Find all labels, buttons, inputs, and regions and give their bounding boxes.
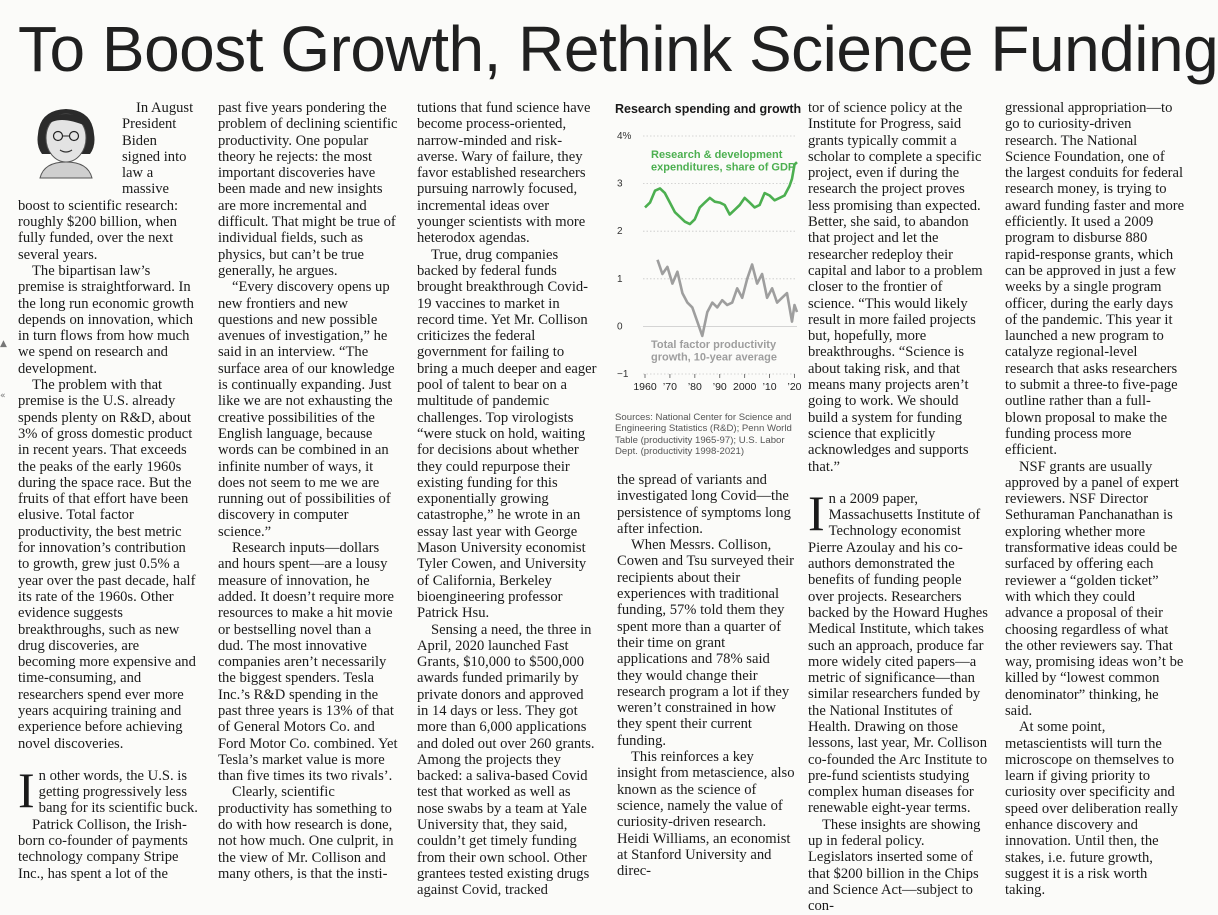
dropcap-paragraph (18, 761, 198, 818)
paragraph: Sensing a need, the three in April, 2020 launched Fast Grants, $10,000 to $500,000 awards funded primarily by private donors and approved in 14 days or less. They got more than 6,000 applications and doled out over 260 grants. Among the projects they backed: a saliva-based Covid test that worked as well as nose swabs by a team at Yale University that, they said, couldn’t get timely funding from their own school. Other grantees tested existing drugs against Covid, tracked (417, 621, 595, 899)
x-tick-label: ’70 (662, 381, 677, 393)
paragraph: At some point, metascientists will turn the microscope on themselves to learn if giving priority to curiosity over specificity and speed over deliberation really enhance discovery and innovation. Until then, the stakes, i.e. future growth, suggest it is a risk worth taking. (1005, 719, 1179, 899)
paragraph: In August President Biden signed into law a massive boost to scientific research: roughly $200 billion, when fully funded, over the next several years. (18, 100, 194, 263)
column-4 (808, 100, 988, 915)
x-tick-label: ’80 (687, 381, 702, 393)
column-2 (218, 100, 398, 882)
paragraph: When Messrs. Collison, Cowen and Tsu surveyed their recipients about their experiences with traditional funding, 57% told them they spent more than a quarter of their time on grant applications and 78% said they would change their research program a lot if they weren’t constrained in how they spent their current funding. (617, 537, 795, 749)
column-1 (18, 100, 198, 882)
paragraph: NSF grants are usually approved by a panel of expert reviewers. NSF Director Sethuraman Panchanathan is exploring whether more transformative ideas could be surfaced by offering each reviewer a “golden ticket” with which they could advance a proposal of their choosing regardless of what the other reviewers say. That way, promising ideas won’t be killed by “lowest common denominator” thinking, he said. (1005, 458, 1184, 719)
x-tick-label: ’10 (762, 381, 777, 393)
series-label: Research & development (651, 149, 783, 161)
paragraph-text: n a 2009 paper, Massachusetts Institute of Technology economist Pierre Azoulay and his co-authors demonstrated the benefits of funding people over projects. Researchers backed by the Howard Hughes Medical Institute, which takes such an approach, produce far more widely cited papers—a metric of significance—than similar researchers funded by the National Institutes of Health. Drawing on those lessons, last year, Mr. Collison co-founded the Arc Institute to pre-fund scientists studying complex human diseases for renewable eight-year terms. (808, 490, 988, 817)
drop-cap: I (18, 761, 35, 818)
x-tick-label: 1960 (633, 381, 657, 393)
paragraph: tor of science policy at the Institute for Progress, said grants typically commit a scholar to complete a specific project, even if during the research the project proves less promising than expected. Better, she said, to abandon that project and let the researcher redeploy their capital and labor to a problem closer to the frontier of science. “This would likely result in more failed projects but, hopefully, more breakthroughs. “Science is about taking risk, and that means many projects aren’t going to work. We should build a system for funding science that explicitly acknowledges and supports that.” (808, 100, 983, 475)
y-tick-label: 2 (617, 226, 623, 238)
paragraph: Clearly, scientific productivity has something to do with how research is done, not how much. One culprit, in the view of Mr. Collison and many others, is that the insti- (218, 784, 394, 882)
headline: To Boost Growth, Rethink Science Funding (18, 13, 1218, 85)
paragraph: These insights are showing up in federal policy. Legislators inserted some of that $200 billion in the Chips and Science Act—subject to con- (808, 816, 981, 915)
drop-cap: I (808, 484, 825, 541)
chart-research-spending (615, 102, 800, 462)
y-tick-label: −1 (617, 369, 629, 380)
series-line-tfp (658, 260, 798, 336)
paragraph: past five years pondering the problem of declining scientific productivity. One popular theory he rejects: the most important discoveries have been made and new insights are more incremental and difficult. That might be true of individual fields, such as physics, but can’t be true generally, he argues. (218, 100, 398, 279)
paragraph: The problem with that premise is the U.S. already spends plenty on R&D, about 3% of gross domestic product in recent years. That exceeds the peaks of the early 1960s during the space race. But the fruits of that effort have been elusive. Total factor productivity, the best metric for innovation’s contribution to growth, grew just 0.5% a year over the past decade, half its rate of the 1960s. Other evidence suggests breakthroughs, such as new drug discoveries, are becoming more expensive and time-consuming, and researchers spend ever more years acquiring training and experience before achieving novel discoveries. (18, 377, 196, 752)
paragraph: The bipartisan law’s premise is straightforward. In the long run economic growth depends on innovation, which in turn flows from how much we spend on research and development. (18, 262, 194, 377)
paragraph: the spread of variants and investigated long Covid—the persistence of symptoms long after infection. (617, 472, 791, 537)
y-tick-label: 3 (617, 178, 623, 190)
paragraph: gressional appropriation—to go to curiosity-driven research. The National Science Foundation, one of the largest conduits for federal research money, is trying to award funding faster and more efficiently. It used a 2009 program to disburse 880 rapid-response grants, which can be approved in just a few weeks by a single program officer, during the early days of the pandemic. This year it launched a new program to catalyze regional-level research that asks researchers to submit a three-to five-page outline rather than a full-blown proposal to make the funding process more efficient. (1005, 100, 1185, 459)
y-tick-label: 1 (617, 273, 623, 285)
scroll-up-icon[interactable]: ▲ (0, 339, 7, 349)
series-label: expenditures, share of GDP (651, 161, 796, 174)
paragraph-text: n other words, the U.S. is getting progressively less bang for its scientific buck. (38, 767, 198, 817)
paragraph: This reinforces a key insight from metascience, also known as the science of science, namely the value of curiosity-driven research. Heidi Williams, an economist at Stanford University and direc- (617, 749, 795, 880)
dropcap-paragraph (808, 484, 988, 817)
paragraph: True, drug companies backed by federal funds brought breakthrough Covid-19 vaccines to market in record time. Yet Mr. Collison criticizes the federal government for failing to bring a much deeper and eager pool of talent to bear on a multitude of pandemic challenges. Top virologists “were stuck on hold, waiting for decisions about whether they could repurpose their existing funding for this exponentially growing catastrophe,” he wrote in an essay last year with George Mason University economist Tyler Cowen, and University of California, Berkeley bioengineering professor Patrick Hsu. (417, 246, 597, 622)
column-3b (617, 472, 797, 879)
y-tick-label: 0 (617, 321, 623, 333)
paragraph: Research inputs—dollars and hours spent—are a lousy measure of innovation, he added. It doesn’t require more resources to make a hit movie or bestselling novel than a dud. The most innovative companies aren’t necessarily the biggest spenders. Tesla Inc.’s R&D spending in the past three years is 13% of that of General Motors Co. and Ford Motor Co. combined. Yet Tesla’s market value is more than five times its two rivals’. (218, 540, 398, 785)
series-label: Total factor productivity (651, 339, 777, 351)
x-tick-label: ’90 (712, 381, 727, 393)
author-portrait (18, 104, 114, 178)
x-tick-label: 2000 (732, 381, 757, 393)
chart-title: Research spending and growth (615, 102, 802, 116)
collapse-icon[interactable]: « (0, 391, 6, 401)
paragraph: Patrick Collison, the Irish-born co-founder of payments technology company Stripe Inc., has spent a lot of the (18, 816, 188, 882)
chart-plot (615, 124, 800, 409)
column-5 (1005, 100, 1185, 899)
series-label: growth, 10-year average (651, 351, 777, 364)
x-tick-label: ’20 (787, 381, 802, 393)
paragraph: tutions that fund science have become process-oriented, narrow-minded and risk-averse. Wary of failure, they favor established researchers pursuing narrowly focused, incremental ideas over younger scientists with more heterodox agendas. (417, 100, 591, 247)
y-tick-label: 4% (617, 131, 632, 142)
column-3 (417, 100, 597, 899)
paragraph: “Every discovery opens up new frontiers and new questions and new possible avenues of investigation,” he said in an interview. “The surface area of our knowledge is continually expanding. Just like we are not exhausting the creative possibilities of the English language, because words can be combined in an infinite number of ways, it does not seem to me we are running out of possibilities of discovery in computer science.” (218, 279, 395, 540)
chart-source: Sources: National Center for Science and Engineering Statistics (R&D); Penn World Table (productivity 1965-97); U.S. Labor Dept. (productivity 1998-2021) (615, 412, 792, 458)
